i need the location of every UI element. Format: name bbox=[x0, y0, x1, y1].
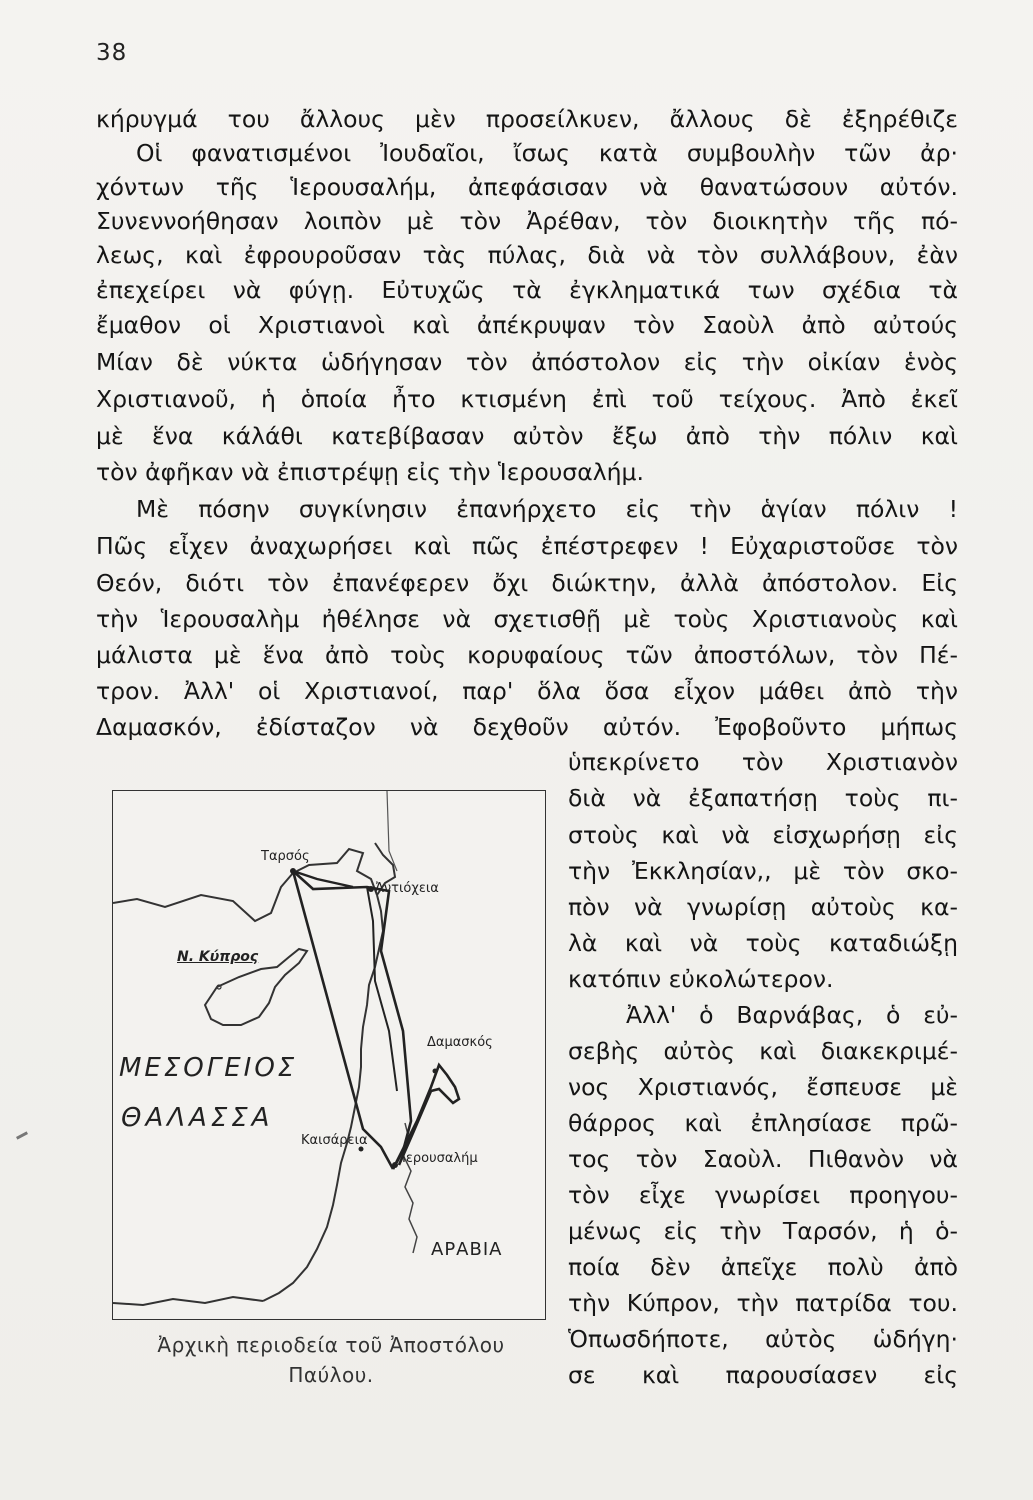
body-line: Οἱ φανατισμένοι Ἰουδαῖοι, ἴσως κατὰ συμβουλὴν τῶν ἀρ· bbox=[136, 139, 958, 167]
body-line: Συνεννοήθησαν λοιπὸν μὲ τὸν Ἀρέθαν, τὸν διοικητὴν τῆς πό- bbox=[96, 207, 958, 235]
damascus-label: Δαμασκός bbox=[427, 1035, 493, 1050]
body-line: Μὲ πόσην συγκίνησιν ἐπανήρχετο εἰς τὴν ἁγίαν πόλιν ! bbox=[136, 495, 958, 523]
map-caption-line2: Παύλου. bbox=[288, 1363, 374, 1387]
tarsus-marker bbox=[290, 868, 296, 874]
body-line: τρον. Ἀλλ' οἱ Χριστιανοί, παρ' ὅλα ὅσα εἶχον μάθει ἀπὸ τὴν bbox=[96, 677, 958, 705]
antioch-label: Ἀντιόχεια bbox=[375, 881, 439, 896]
body-line: τὴν Ἱερουσαλὴμ ἠθέλησε νὰ σχετισθῇ μὲ τοὺς Χριστιανοὺς καὶ bbox=[96, 605, 958, 633]
journey-map bbox=[112, 790, 546, 1320]
side-line: μένως εἰς τὴν Ταρσόν, ἡ ὁ- bbox=[568, 1217, 958, 1245]
side-line: σε καὶ παρουσίασεν εἰς bbox=[568, 1361, 958, 1389]
side-line: πὸν νὰ γνωρίσῃ αὐτοὺς κα- bbox=[568, 893, 958, 921]
side-line: λὰ καὶ νὰ τοὺς καταδιώξῃ bbox=[568, 929, 958, 957]
body-line: μάλιστα μὲ ἕνα ἀπὸ τοὺς κορυφαίους τῶν ἀποστόλων, τὸν Πέ- bbox=[96, 641, 958, 669]
body-line: χόντων τῆς Ἱερουσαλήμ, ἀπεφάσισαν νὰ θανατώσουν αὐτόν. bbox=[96, 173, 958, 201]
body-line: μὲ ἕνα κάλάθι κατεβίβασαν αὐτὸν ἔξω ἀπὸ τὴν πόλιν καὶ bbox=[96, 422, 958, 450]
side-line: ποία δὲν ἀπεῖχε πολὺ ἀπὸ bbox=[568, 1253, 958, 1281]
side-line: τὴν Ἐκκλησίαν,, μὲ τὸν σκο- bbox=[568, 857, 958, 885]
tarsus-label: Ταρσός bbox=[261, 849, 310, 864]
sea-label-line1: ΜΕΣΟΓΕΙΟΣ bbox=[119, 1053, 298, 1083]
body-line: κήρυγμά του ἄλλους μὲν προσείλκυεν, ἄλλους δὲ ἐξηρέθιζε bbox=[96, 105, 958, 133]
jerusalem-label: Ἱερουσαλήμ bbox=[401, 1151, 478, 1166]
body-line: Θεόν, διότι τὸν ἐπανέφερεν ὄχι διώκτην, ἀλλὰ ἀπόστολον. Εἰς bbox=[96, 569, 958, 597]
side-line: τὴν Κύπρον, τὴν πατρίδα του. bbox=[568, 1289, 958, 1317]
side-line: κατόπιν εὐκολώτερον. bbox=[568, 965, 834, 993]
side-line: Ἀλλ' ὁ Βαρνάβας, ὁ εὐ- bbox=[626, 1001, 958, 1029]
journey-route bbox=[293, 871, 393, 1169]
body-line: Μίαν δὲ νύκτα ὡδήγησαν τὸν ἀπόστολον εἰς τὴν οἰκίαν ἑνὸς bbox=[96, 348, 958, 376]
side-line: διὰ νὰ ἐξαπατήσῃ τοὺς πι- bbox=[568, 784, 958, 812]
page-number: 38 bbox=[96, 40, 128, 66]
side-line: στοὺς καὶ νὰ εἰσχωρήσῃ εἰς bbox=[568, 821, 958, 849]
map-divider bbox=[387, 791, 397, 871]
body-line: Πῶς εἶχεν ἀναχωρήσει καὶ πῶς ἐπέστρεφεν ! Εὐχαριστοῦσε τὸν bbox=[96, 532, 958, 560]
levant-coastline bbox=[263, 895, 383, 1301]
side-line: ὑπεκρίνετο τὸν Χριστιανὸν bbox=[568, 748, 958, 776]
body-line: λεως, καὶ ἐφρουροῦσαν τὰς πύλας, διὰ νὰ τὸν συλλάβουν, ἐὰν bbox=[96, 241, 958, 269]
antioch-marker bbox=[368, 886, 374, 892]
side-line: θάρρος καὶ ἐπλησίασε πρῶ- bbox=[568, 1109, 958, 1137]
damascus-marker bbox=[433, 1069, 438, 1074]
side-line: τὸν εἶχε γνωρίσει προηγου- bbox=[568, 1181, 958, 1209]
body-line: ἐπεχείρει νὰ φύγῃ. Εὐτυχῶς τὰ ἐγκληματικά των σχέδια τὰ bbox=[96, 276, 958, 304]
body-line: τὸν ἀφῆκαν νὰ ἐπιστρέψῃ εἰς τὴν Ἱερουσαλήμ. bbox=[96, 458, 644, 486]
side-line: τος τὸν Σαοὺλ. Πιθανὸν νὰ bbox=[568, 1145, 958, 1173]
body-line: ἔμαθον οἱ Χριστιανοὶ καὶ ἀπέκρυψαν τὸν Σαοὺλ ἀπὸ αὐτούς bbox=[96, 311, 958, 339]
asia-minor-coastline bbox=[113, 849, 377, 921]
cyprus-label: Ν. Κύπρος bbox=[177, 949, 259, 965]
jerusalem-marker bbox=[392, 1162, 398, 1168]
body-line: Χριστιανοῦ, ἡ ὁποία ἦτο κτισμένη ἐπὶ τοῦ τείχους. Ἀπὸ ἐκεῖ bbox=[96, 385, 958, 413]
side-line: νος Χριστιανός, ἔσπευσε μὲ bbox=[568, 1073, 958, 1101]
egypt-coastline bbox=[113, 1297, 263, 1305]
map-caption-line1: Ἀρχικὴ περιοδεία τοῦ Ἀποστόλου bbox=[157, 1333, 505, 1357]
scan-mark bbox=[16, 1131, 28, 1139]
arabia-label: ΑΡΑΒΙΑ bbox=[431, 1239, 503, 1260]
sea-label-line2: ΘΑΛΑΣΣΑ bbox=[121, 1103, 274, 1133]
side-line: Ὁπωσδήποτε, αὐτὸς ὡδήγη· bbox=[568, 1325, 958, 1353]
side-line: σεβὴς αὐτὸς καὶ διακεκριμέ- bbox=[568, 1037, 958, 1065]
body-line: Δαμασκόν, ἐδίσταζον νὰ δεχθοῦν αὐτόν. Ἐφοβοῦντο μήπως bbox=[96, 713, 958, 741]
caesarea-label: Καισάρεια bbox=[301, 1133, 368, 1148]
